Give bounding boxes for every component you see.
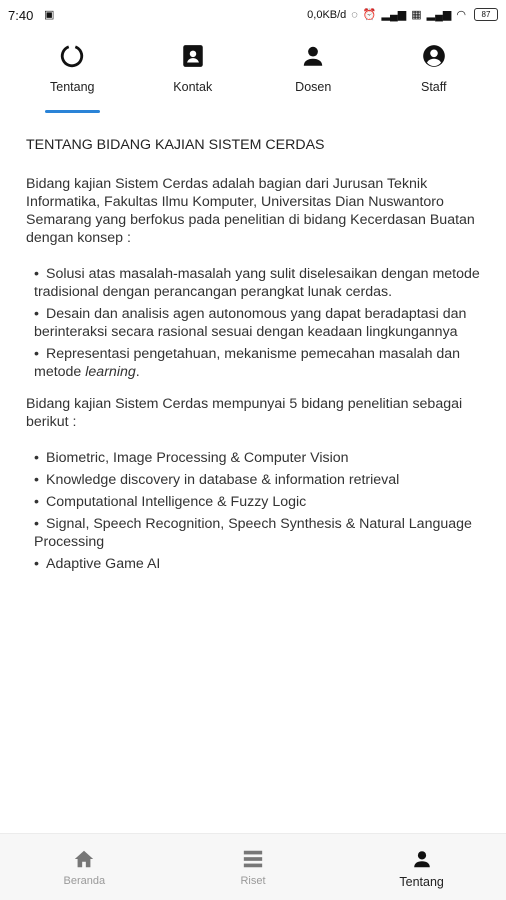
page-title: TENTANG BIDANG KAJIAN SISTEM CERDAS (26, 137, 325, 153)
status-right (307, 8, 498, 21)
list-item-text: Signal, Speech Recognition, Speech Synthesis & Natural Language Processing (34, 516, 472, 550)
contact-card-icon (180, 43, 206, 69)
home-icon (73, 848, 95, 870)
status-bar (0, 0, 506, 30)
person-icon (411, 848, 433, 870)
concept-list (26, 265, 486, 381)
signal-icon: ▂▄▆ (381, 9, 407, 21)
list-item: • Knowledge discovery in database & information retrieval (34, 472, 400, 488)
notification-icon: ▣ (44, 9, 55, 21)
intro-paragraph: Bidang kajian Sistem Cerdas adalah bagian dari Jurusan Teknik Informatika, Fakultas Ilmu Komputer, Universitas Dian Nuswantoro Semarang yang berfokus pada penelitian di bidang Kecerdasan Buatan dengan konsep : (26, 176, 475, 246)
battery-icon: 87 (474, 8, 498, 21)
alarm-icon: ⏰ (362, 9, 377, 21)
list-item: • Biometric, Image Processing & Computer Vision (34, 450, 349, 466)
tab-label: Tentang (50, 80, 95, 94)
research-fields-list (26, 449, 486, 573)
nav-label: Tentang (399, 875, 444, 889)
list-item: • Computational Intelligence & Fuzzy Logic (34, 494, 307, 510)
account-circle-icon (421, 43, 447, 69)
list-item-text: Solusi atas masalah-masalah yang sulit diselesaikan dengan metode tradisional dengan perancangan perangkat lunak cerdas. (34, 266, 480, 300)
active-tab-indicator (45, 110, 100, 113)
nav-beranda[interactable] (24, 834, 144, 900)
nav-label: Beranda (63, 875, 106, 887)
tab-label: Staff (421, 80, 447, 94)
bottom-navigation (0, 833, 506, 900)
fields-intro-paragraph: Bidang kajian Sistem Cerdas mempunyai 5 bidang penelitian sebagai berikut : (26, 396, 463, 430)
tab-dosen[interactable] (261, 30, 366, 116)
list-item-text: Computational Intelligence & Fuzzy Logic (46, 494, 307, 510)
list-item: • Signal, Speech Recognition, Speech Synthesis & Natural Language Processing (34, 516, 472, 550)
list-item-suffix: . (135, 364, 140, 380)
wifi-icon: ◠ (456, 9, 466, 21)
info-ring-icon (59, 43, 85, 69)
person-icon (300, 43, 326, 69)
top-tab-bar (0, 30, 506, 116)
list-item-text: Biometric, Image Processing & Computer Vision (46, 450, 349, 466)
network-speed: 0,0KB/d (307, 8, 347, 21)
list-icon (242, 848, 264, 870)
list-item: • Desain dan analisis agen autonomous yang dapat beradaptasi dan berinteraksi secara rasional sesuai dengan keadaan lingkungannya (34, 306, 467, 340)
mute-icon: ◌ (351, 8, 358, 21)
tab-staff[interactable] (381, 30, 486, 116)
nav-tentang[interactable] (362, 834, 482, 900)
nav-label: Riset (240, 875, 266, 887)
list-item-text: Desain dan analisis agen autonomous yang dapat beradaptasi dan berinteraksi secara rasional sesuai dengan keadaan lingkungannya (34, 306, 467, 340)
list-item-text: Knowledge discovery in database & information retrieval (46, 472, 400, 488)
about-content (26, 133, 486, 577)
status-time: 7:40 (8, 8, 34, 23)
list-item: • Solusi atas masalah-masalah yang sulit diselesaikan dengan metode tradisional dengan perancangan perangkat lunak cerdas. (34, 266, 480, 300)
tab-label: Dosen (295, 80, 332, 94)
tab-label: Kontak (173, 80, 213, 94)
tab-tentang[interactable] (20, 30, 125, 116)
list-item-text: Representasi pengetahuan, mekanisme pemecahan masalah dan metode (34, 346, 461, 380)
list-item: • Adaptive Game AI (34, 556, 161, 572)
list-item: • Representasi pengetahuan, mekanisme pemecahan masalah dan metode learning. (34, 346, 461, 380)
signal-icon-2: ▂▄▆ (426, 9, 452, 21)
tab-kontak[interactable] (140, 30, 245, 116)
list-item-italic: learning (85, 364, 136, 380)
list-item-text: Adaptive Game AI (46, 556, 161, 572)
volte-icon: ▦ (411, 9, 422, 21)
nav-riset[interactable] (193, 834, 313, 900)
